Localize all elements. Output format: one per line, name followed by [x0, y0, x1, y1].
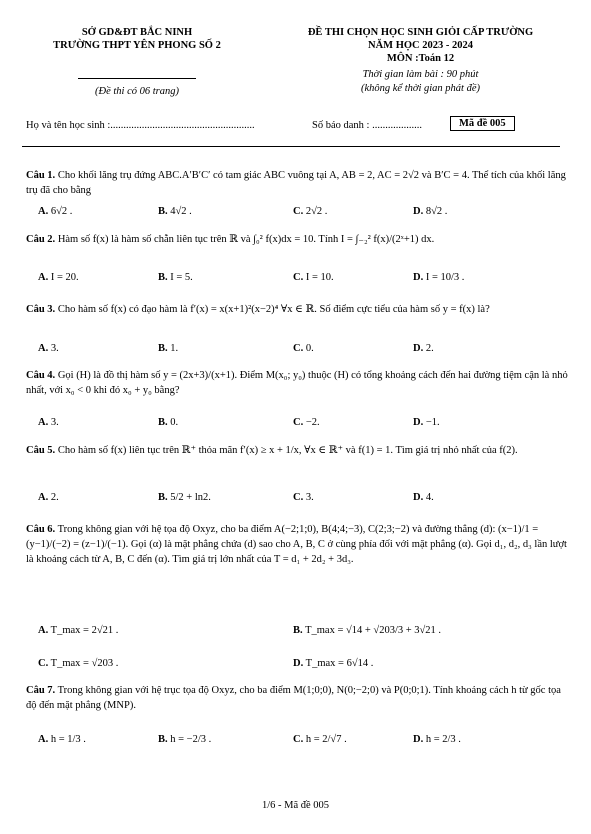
q3-option-d[interactable]: D. 2. — [413, 343, 434, 354]
school-name: TRƯỜNG THPT YÊN PHONG SỐ 2 — [53, 40, 221, 51]
q4-option-b[interactable]: B. 0. — [158, 417, 179, 428]
department-name: SỞ GD&ĐT BẮC NINH — [81, 27, 193, 38]
q2-option-b[interactable]: B. I = 5. — [158, 272, 193, 283]
q5-option-d[interactable]: D. 4. — [413, 492, 434, 503]
question-2 — [26, 232, 568, 247]
subject: MÔN :Toán 12 — [386, 53, 455, 64]
candidate-number-field: Số báo danh : ................... — [312, 120, 422, 131]
q6-option-a[interactable]: A. T_max = 2√21 . — [38, 625, 119, 636]
student-name-field: Họ và tên học sinh :....................................................... — [26, 120, 255, 131]
q5-option-b[interactable]: B. 5/2 + ln2. — [158, 492, 211, 503]
question-text: Cho hàm số f(x) liên tục trên ℝ⁺ thỏa mãn f′(x) ≥ x + 1/x, ∀x ∈ ℝ⁺ và f(1) = 1. Tìm giá trị nhỏ nhất của f(2). — [57, 445, 518, 456]
question-label: Câu 3. — [26, 304, 56, 315]
q1-option-c[interactable]: C. 2√2 . — [293, 206, 328, 217]
q3-option-a[interactable]: A. 3. — [38, 343, 59, 354]
question-text: Cho khối lăng trụ đứng ABC.A′B′C′ có tam giác ABC vuông tại A, AB = 2, AC = 2√2 và B′C = 4. Thể tích của khối lăng trụ đã cho bằng — [26, 170, 566, 196]
question-6 — [26, 522, 568, 567]
q4-option-c[interactable]: C. −2. — [293, 417, 320, 428]
question-text: Hàm số f(x) là hàm số chẵn liên tục trên ℝ và ∫₀² f(x)dx = 10. Tính I = ∫₋₂² f(x)/(2ˣ+1) dx. — [57, 234, 435, 245]
question-label: Câu 6. — [26, 524, 56, 535]
school-year: NĂM HỌC 2023 - 2024 — [368, 40, 473, 51]
question-1 — [26, 168, 568, 198]
q1-option-d[interactable]: D. 8√2 . — [413, 206, 448, 217]
exam-title: ĐỀ THI CHỌN HỌC SINH GIỎI CẤP TRƯỜNG — [307, 27, 534, 38]
q4-option-a[interactable]: A. 3. — [38, 417, 59, 428]
question-text: Trong không gian với hệ trục tọa độ Oxyz, cho ba điểm M(1;0;0), N(0;−2;0) và P(0;0;1). Tính khoảng cách h từ gốc tọa độ đến mặt phẳng (MNP). — [26, 685, 561, 711]
q2-option-c[interactable]: C. I = 10. — [293, 272, 334, 283]
question-label: Câu 7. — [26, 685, 56, 696]
question-text: Trong không gian với hệ tọa độ Oxyz, cho ba điểm A(−2;1;0), B(4;4;−3), C(2;3;−2) và đường thẳng (d): (x−1)/1 = (y−1)/(−2) = (z−1)/(−1). Gọi (α) là mặt phẳng chứa (d) sao cho A, B, C ở cùng phía đối với mặt phẳng (α). Gọi d₁, d₂, d₃ lần lượt là khoảng cách từ A, B, C đến (α). Tìm giá trị lớn nhất của T = d₁ + 2d₂ + 3d₃. — [26, 524, 567, 565]
exam-code-box: Mã đề 005 — [450, 116, 515, 131]
exam-time: Thời gian làm bài : 90 phút — [362, 69, 479, 80]
question-label: Câu 4. — [26, 370, 56, 381]
header-divider — [78, 78, 196, 79]
question-label: Câu 2. — [26, 234, 56, 245]
q6-option-b[interactable]: B. T_max = √14 + √203/3 + 3√21 . — [293, 625, 442, 636]
q7-option-c[interactable]: C. h = 2/√7 . — [293, 734, 347, 745]
q6-option-c[interactable]: C. T_max = √203 . — [38, 658, 119, 669]
q2-option-d[interactable]: D. I = 10/3 . — [413, 272, 465, 283]
page-footer: 1/6 - Mã đề 005 — [261, 800, 330, 811]
q4-option-d[interactable]: D. −1. — [413, 417, 440, 428]
question-7 — [26, 683, 568, 713]
q7-option-a[interactable]: A. h = 1/3 . — [38, 734, 86, 745]
pages-note: (Đề thi có 06 trang) — [95, 86, 179, 97]
exam-time-note: (không kể thời gian phát đề) — [360, 83, 481, 94]
q7-option-b[interactable]: B. h = −2/3 . — [158, 734, 212, 745]
question-text: Gọi (H) là đồ thị hàm số y = (2x+3)/(x+1). Điểm M(x₀; y₀) thuộc (H) có tổng khoảng cách đến hai đường tiệm cận là nhỏ nhất, với x₀ < 0 khi đó x₀ + y₀ bằng? — [26, 370, 568, 396]
q7-option-d[interactable]: D. h = 2/3 . — [413, 734, 461, 745]
q5-option-c[interactable]: C. 3. — [293, 492, 314, 503]
q2-option-a[interactable]: A. I = 20. — [38, 272, 79, 283]
q3-option-b[interactable]: B. 1. — [158, 343, 179, 354]
question-text: Cho hàm số f(x) có đạo hàm là f′(x) = x(x+1)²(x−2)⁴ ∀x ∈ ℝ. Số điểm cực tiểu của hàm số y = f(x) là? — [57, 304, 490, 315]
question-4 — [26, 368, 568, 398]
header-rule — [22, 146, 560, 147]
question-3 — [26, 302, 568, 317]
q1-option-b[interactable]: B. 4√2 . — [158, 206, 192, 217]
question-label: Câu 1. — [26, 170, 56, 181]
q1-option-a[interactable]: A. 6√2 . — [38, 206, 73, 217]
q3-option-c[interactable]: C. 0. — [293, 343, 314, 354]
question-label: Câu 5. — [26, 445, 56, 456]
question-5 — [26, 443, 568, 458]
q5-option-a[interactable]: A. 2. — [38, 492, 59, 503]
q6-option-d[interactable]: D. T_max = 6√14 . — [293, 658, 374, 669]
